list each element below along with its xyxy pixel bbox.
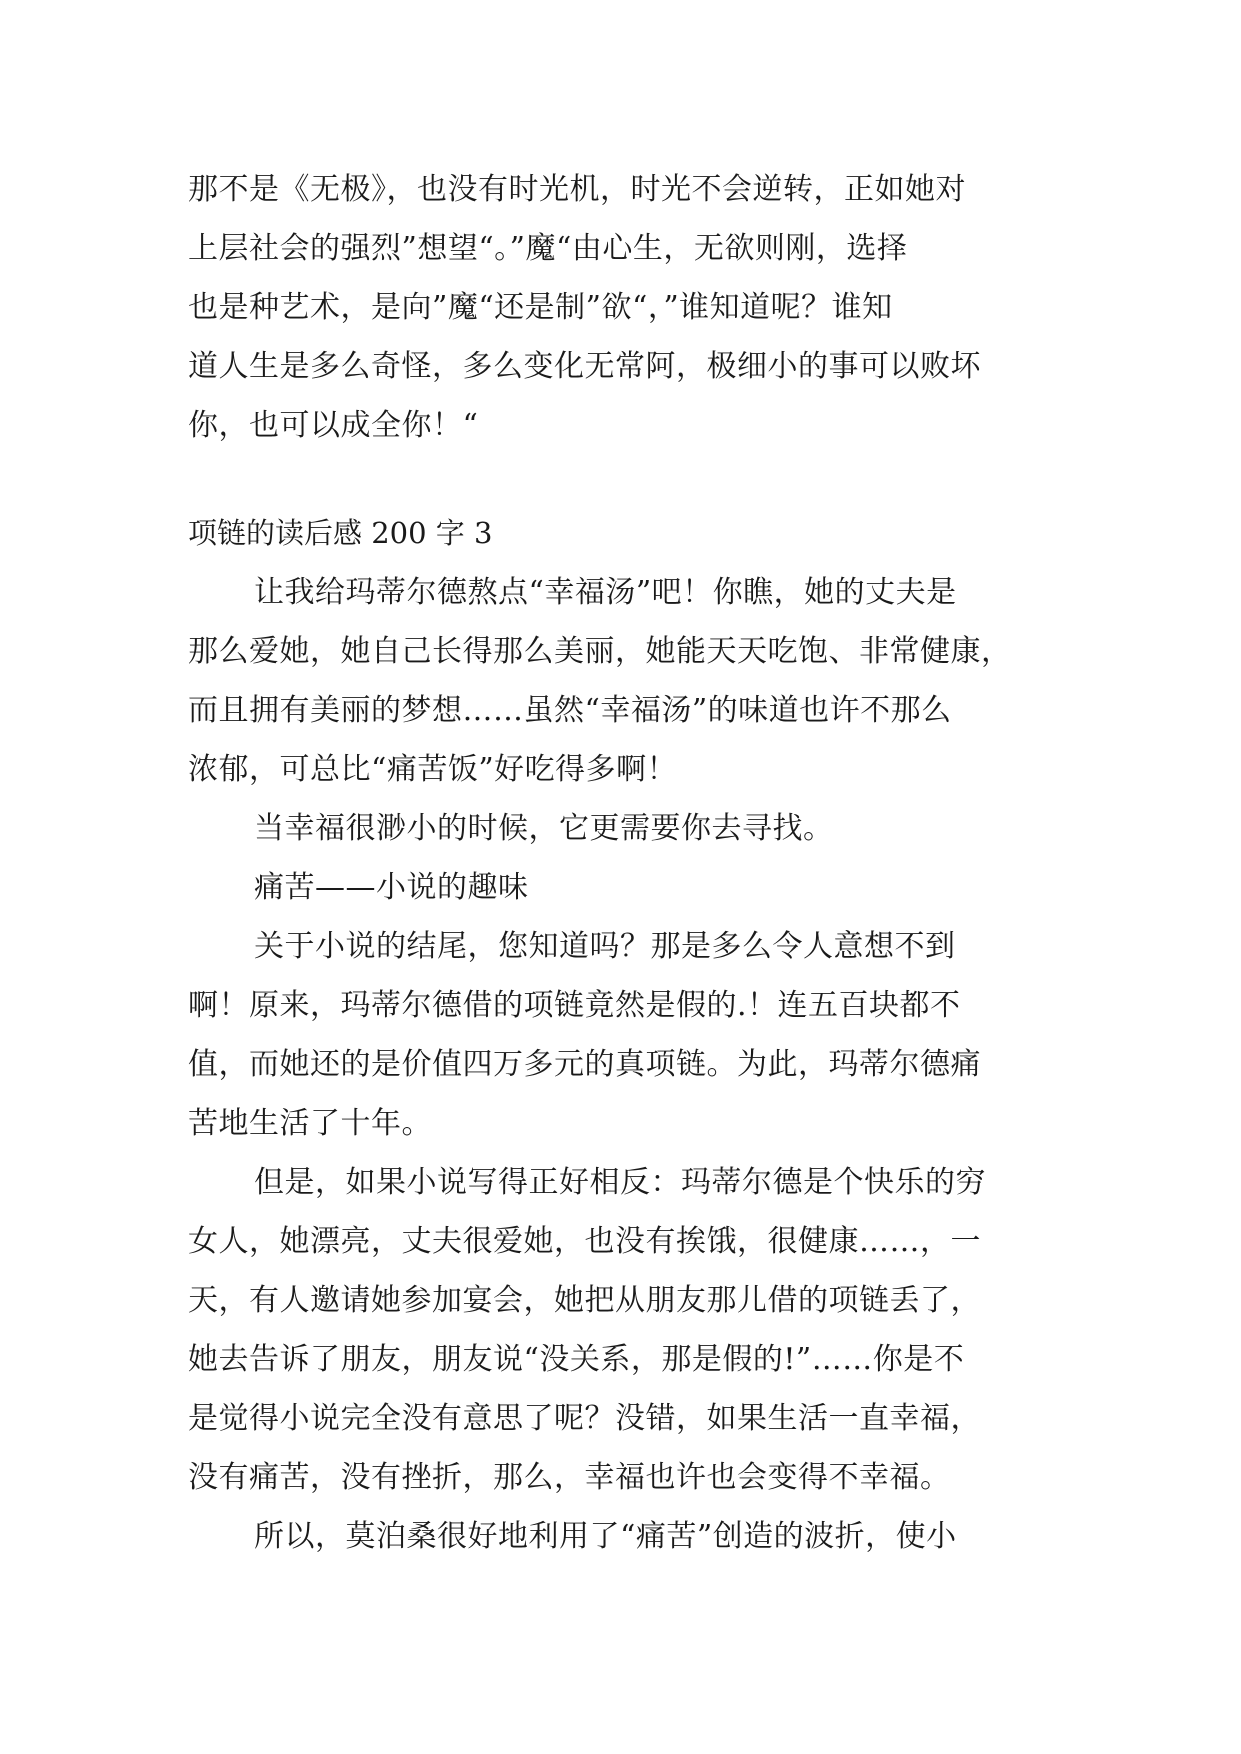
text-line: 没有痛苦，没有挫折，那么，幸福也许也会变得不幸福。 bbox=[188, 1460, 951, 1495]
text-line: 那么爱她，她自己长得那么美丽，她能天天吃饱、非常健康， bbox=[188, 634, 1012, 669]
text-line: 关于小说的结尾，您知道吗？那是多么令人意想不到 bbox=[254, 929, 956, 964]
text-line: 让我给玛蒂尔德熬点“幸福汤”吧！你瞧，她的丈夫是 bbox=[254, 575, 957, 610]
text-line: 所以，莫泊桑很好地利用了“痛苦”创造的波折，使小 bbox=[254, 1519, 957, 1554]
text-line: 她去告诉了朋友，朋友说“没关系，那是假的!”……你是不 bbox=[188, 1342, 965, 1377]
text-line: 当幸福很渺小的时候，它更需要你去寻找。 bbox=[254, 811, 834, 846]
text-line: 女人，她漂亮，丈夫很爱她，也没有挨饿，很健康……，一 bbox=[188, 1224, 981, 1259]
text-line: 啊！原来，玛蒂尔德借的项链竟然是假的.！连五百块都不 bbox=[188, 988, 961, 1023]
text-line: 浓郁，可总比“痛苦饭”好吃得多啊！ bbox=[188, 752, 678, 787]
text-line: 而且拥有美丽的梦想……虽然“幸福汤”的味道也许不那么 bbox=[188, 693, 952, 728]
text-line: 痛苦——小说的趣味 bbox=[254, 870, 529, 905]
top-paragraph bbox=[188, 160, 1054, 455]
text-line: 你，也可以成全你！“ bbox=[188, 408, 479, 443]
text-line: 道人生是多么奇怪，多么变化无常阿，极细小的事可以败坏 bbox=[188, 349, 981, 384]
text-line: 天，有人邀请她参加宴会，她把从朋友那儿借的项链丢了， bbox=[188, 1283, 981, 1318]
text-line: 苦地生活了十年。 bbox=[188, 1106, 432, 1141]
text-line: 值，而她还的是价值四万多元的真项链。为此，玛蒂尔德痛 bbox=[188, 1047, 981, 1082]
text-line: 那不是《无极》，也没有时光机，时光不会逆转，正如她对 bbox=[188, 172, 966, 207]
section-heading: 项链的读后感 200 字 3 bbox=[188, 516, 493, 550]
text-line: 是觉得小说完全没有意思了呢？没错，如果生活一直幸福， bbox=[188, 1401, 981, 1436]
text-line: 上层社会的强烈”想望“。”魔“由心生，无欲则刚，选择 bbox=[188, 231, 908, 266]
text-line: 也是种艺术，是向”魔“还是制”欲“，”谁知道呢？谁知 bbox=[188, 290, 893, 325]
text-line: 但是，如果小说写得正好相反：玛蒂尔德是个快乐的穷 bbox=[254, 1165, 986, 1200]
essay-body bbox=[188, 563, 1054, 1566]
